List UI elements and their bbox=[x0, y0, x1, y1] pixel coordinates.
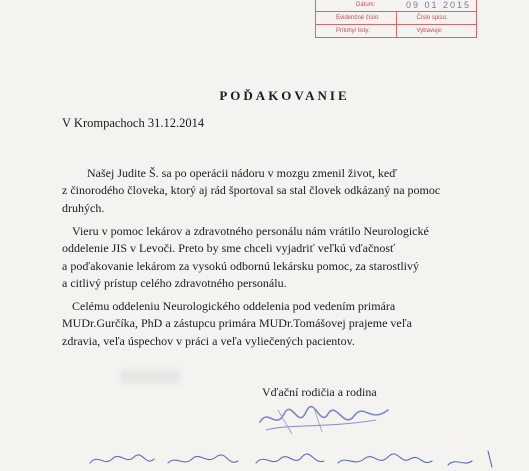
text-line: druhých. bbox=[62, 200, 105, 215]
letter-title: POĎAKOVANIE bbox=[219, 88, 350, 103]
stamp-date-label: Dátum: bbox=[356, 2, 376, 8]
text-line: a poďakovanie lekárom za vysokú odbornú lekársku pomoc, za starostlivý bbox=[62, 258, 419, 273]
stamp-date-row bbox=[316, 0, 476, 12]
text-line: a citlivý prístup celého zdravotného personálu. bbox=[62, 275, 287, 290]
registry-stamp bbox=[315, 0, 477, 38]
text-line: Našej Judite Š. sa po operácii nádoru v mozgu zmenil život, keď bbox=[87, 166, 398, 180]
handwritten-note bbox=[88, 445, 508, 471]
place-date: V Krompachoch 31.12.2014 bbox=[62, 116, 205, 130]
text-line: z činorodého človeka, ktorý aj rád športoval sa stal človek odkázaný na pomoc bbox=[62, 183, 441, 198]
closing-signature-line: Vďační rodičia a rodina bbox=[262, 385, 377, 399]
text-line: Vieru v pomoc lekárov a zdravotného personálu nám vrátilo Neurologické bbox=[72, 224, 429, 238]
text-line: zdravia, veľa úspechov v práci a veľa vyliečených pacientov. bbox=[62, 333, 355, 348]
stamp-row bbox=[316, 25, 476, 37]
stamp-cell: Prílohy/ listy: bbox=[316, 25, 397, 37]
paragraph-1 bbox=[62, 165, 440, 217]
paragraph-3 bbox=[62, 298, 412, 350]
stamp-cell: Evidenčné číslo: bbox=[316, 12, 397, 24]
faded-stamp-mark bbox=[120, 370, 180, 384]
text-line: MUDr.Gurčíka, PhD a zástupcu primára MUDr.Tomášovej prajeme veľa bbox=[62, 316, 412, 331]
paragraph-2 bbox=[62, 223, 429, 292]
handwritten-signature bbox=[248, 400, 398, 440]
stamp-cell: Číslo spisu: bbox=[416, 15, 448, 21]
text-line: oddelenie JIS v Levoči. Preto by sme chceli vyjadriť veľkú vďačnosť bbox=[62, 241, 396, 256]
stamp-row bbox=[316, 12, 476, 25]
stamp-cell: Vybavuje: bbox=[416, 28, 443, 34]
stamp-date-value: 09 01 2015 bbox=[406, 0, 472, 10]
text-line: Celému oddeleniu Neurologického oddelenia pod vedením primára bbox=[72, 299, 396, 313]
